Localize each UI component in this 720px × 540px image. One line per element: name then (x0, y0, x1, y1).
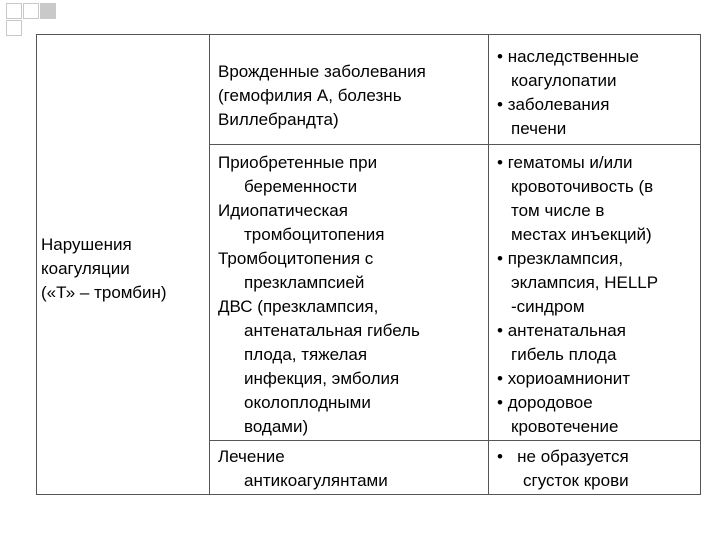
sign-list-item: • презклампсия, эклампсия, HELLP -синдром (497, 247, 658, 319)
row-header-label: Нарушения коагуляции («Т» – тромбин) (41, 235, 167, 302)
slide-corner-square-1 (6, 3, 22, 19)
cause-cell-congenital: Врожденные заболевания (гемофилия А, болезнь Виллебрандта) (210, 35, 489, 145)
cause-list-item: ДВС (презклампсия, антенатальная гибель плода, тяжелая инфекция, эмболия околоплодными водами) (218, 297, 420, 436)
sign-list-item: • наследственные коагулопатии (497, 45, 639, 93)
slide-corner-square-4 (6, 20, 22, 36)
row-header-cell (37, 35, 210, 495)
sign-list-item: • антенатальная гибель плода (497, 319, 658, 367)
sign-list-item: • гематомы и/или кровоточивость (в том числе в местах инъекций) (497, 151, 658, 247)
signs-cell-acquired (489, 145, 701, 441)
sign-list-item: • не образуется (497, 445, 629, 469)
sign-list-item: • заболевания печени (497, 93, 639, 141)
signs-cell-anticoagulants: • не образуется сгусток крови (489, 441, 701, 495)
cause-list-item: Идиопатическая тромбоцитопения (218, 201, 385, 244)
cause-cell-anticoagulants: Лечение антикоагулянтами (210, 441, 489, 495)
sign-list-item: • хориоамнионит (497, 367, 658, 391)
cause-list-item: Тромбоцитопения с презклампсией (218, 249, 374, 292)
coagulation-table (36, 34, 701, 495)
cause-list-item: Приобретенные при беременности (218, 153, 378, 196)
cause-cell-acquired (210, 145, 489, 441)
slide-corner-square-3 (40, 3, 56, 19)
sign-list-item: • дородовое кровотечение (497, 391, 658, 439)
slide-corner-square-2 (23, 3, 39, 19)
signs-cell-congenital (489, 35, 701, 145)
